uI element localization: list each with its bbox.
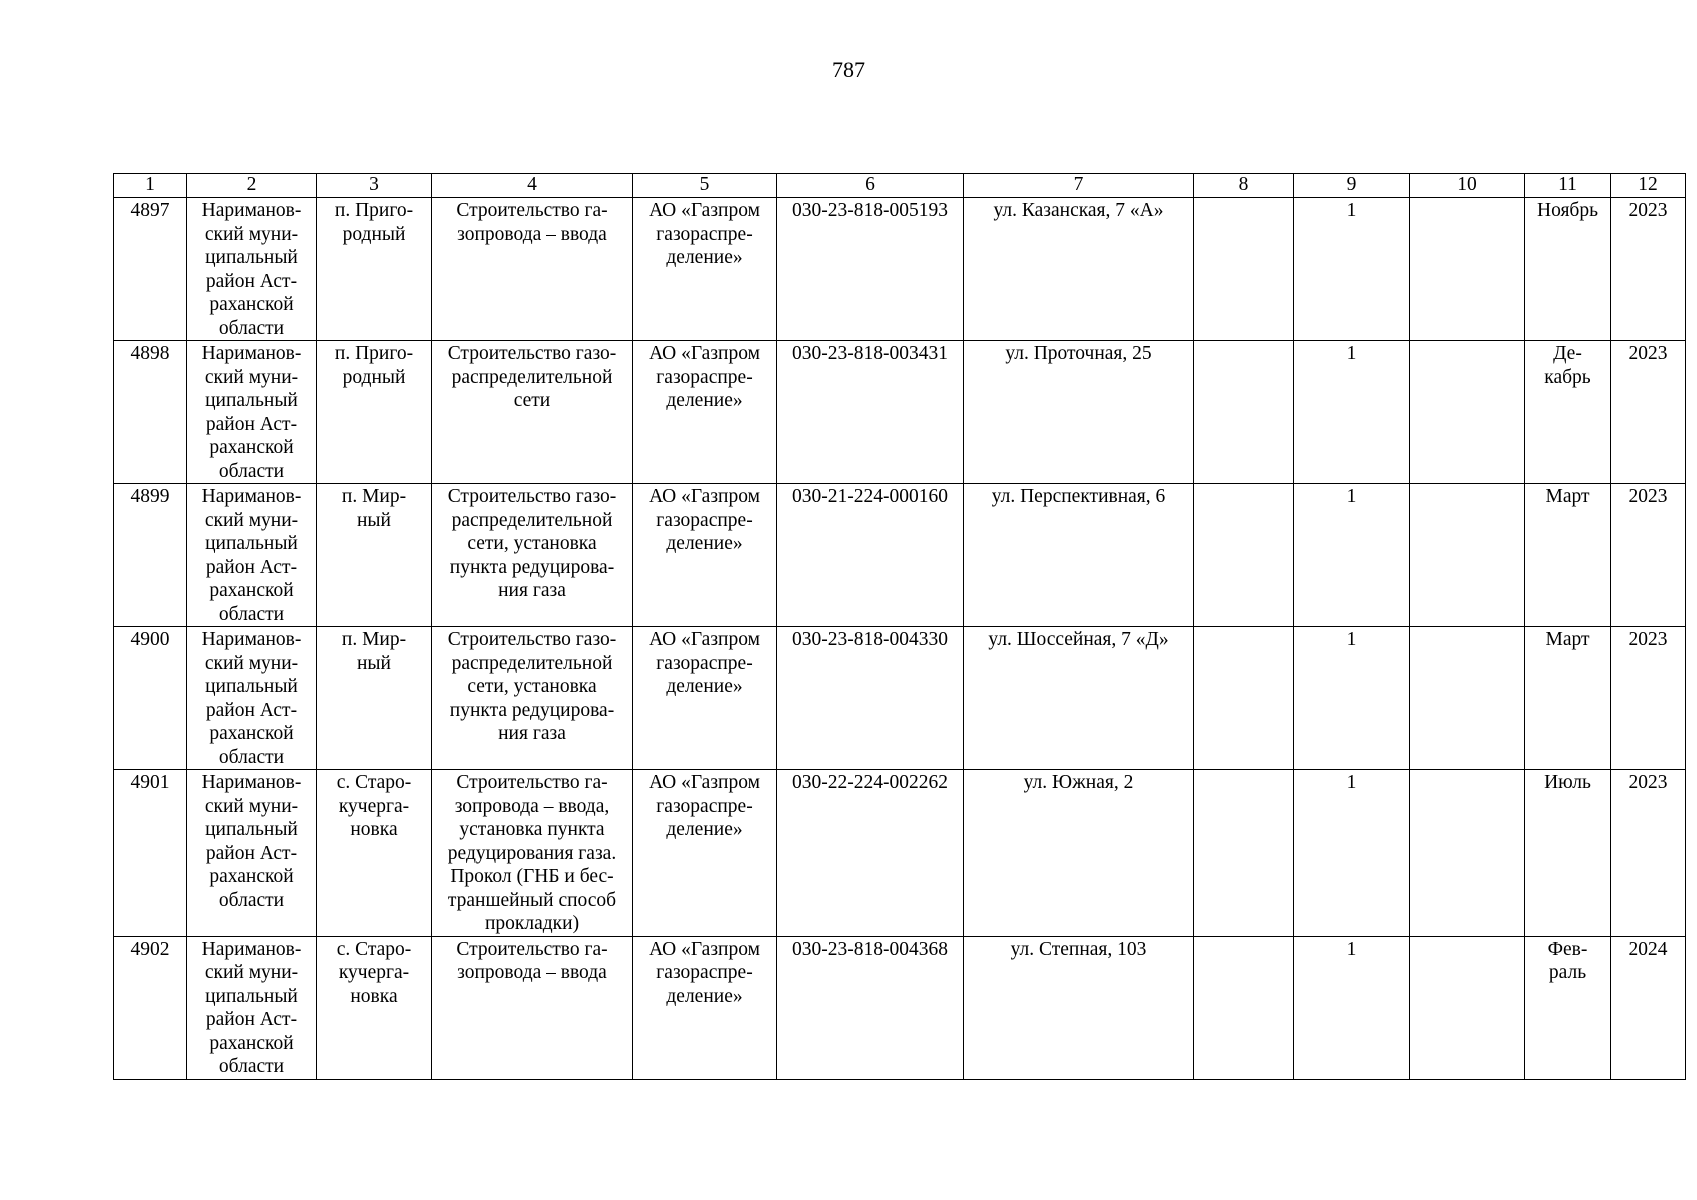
work-description-line: Строительство га- bbox=[456, 772, 608, 793]
municipality-line: район Аст- bbox=[205, 556, 298, 578]
column-header: 3 bbox=[317, 174, 432, 198]
column-header: 6 bbox=[777, 174, 964, 198]
municipality-line: ский муни- bbox=[204, 366, 299, 388]
work-description-line: сети, установка bbox=[467, 676, 597, 697]
month-line: Июль bbox=[1544, 772, 1591, 793]
settlement-cell bbox=[317, 198, 432, 341]
municipality-line: области bbox=[218, 1056, 285, 1077]
work-description-line: прокладки) bbox=[484, 913, 580, 934]
registration-number-cell: 030-23-818-004330 bbox=[777, 627, 964, 770]
organization-line: АО «Газпром bbox=[649, 938, 760, 960]
organization-line: газораспре- bbox=[656, 962, 753, 983]
work-description-line: Строительство газо- bbox=[447, 486, 617, 507]
settlement-cell bbox=[317, 484, 432, 627]
work-description-line: Строительство га- bbox=[456, 938, 608, 960]
column-8-cell bbox=[1194, 627, 1294, 770]
page-number: 787 bbox=[832, 57, 865, 82]
work-description-cell bbox=[432, 484, 633, 627]
organization-line: деление» bbox=[666, 533, 743, 554]
municipality-cell bbox=[187, 770, 317, 937]
municipality-line: район Аст- bbox=[205, 413, 298, 435]
column-header: 5 bbox=[633, 174, 777, 198]
table-row bbox=[114, 484, 1686, 627]
municipality-line: ский муни- bbox=[204, 962, 299, 983]
organization-line: АО «Газпром bbox=[649, 772, 760, 793]
month-cell bbox=[1525, 198, 1611, 341]
municipality-line: ципальный bbox=[205, 819, 298, 840]
municipality-line: Нариманов- bbox=[201, 343, 302, 364]
work-description-line: ния газа bbox=[498, 580, 566, 601]
work-description-cell bbox=[432, 936, 633, 1079]
organization-line: газораспре- bbox=[656, 795, 753, 817]
municipality-line: ский муни- bbox=[204, 795, 299, 817]
organization-cell bbox=[633, 936, 777, 1079]
municipality-line: ципальный bbox=[205, 676, 298, 697]
table-row bbox=[114, 936, 1686, 1079]
column-header: 12 bbox=[1611, 174, 1686, 198]
column-10-cell bbox=[1410, 484, 1525, 627]
month-line: Март bbox=[1545, 486, 1590, 507]
settlement-line: с. Старо- bbox=[336, 938, 412, 960]
work-description-line: редуцирования газа. bbox=[447, 842, 617, 864]
column-8-cell bbox=[1194, 341, 1294, 484]
column-8-cell bbox=[1194, 484, 1294, 627]
work-description-line: зопровода – ввода bbox=[457, 962, 607, 983]
municipality-line: области bbox=[218, 317, 285, 339]
year-cell: 2024 bbox=[1611, 936, 1686, 1079]
settlement-line: родный bbox=[342, 223, 406, 245]
organization-line: АО «Газпром bbox=[649, 629, 760, 650]
organization-line: деление» bbox=[666, 819, 743, 840]
municipality-line: раханской bbox=[209, 866, 294, 887]
organization-line: АО «Газпром bbox=[649, 343, 760, 364]
organization-cell bbox=[633, 198, 777, 341]
row-number-cell: 4897 bbox=[114, 198, 187, 341]
registration-number-cell: 030-23-818-003431 bbox=[777, 341, 964, 484]
municipality-cell bbox=[187, 936, 317, 1079]
organization-line: газораспре- bbox=[656, 366, 753, 388]
address-cell: ул. Шоссейная, 7 «Д» bbox=[964, 627, 1194, 770]
municipality-line: ский муни- bbox=[204, 223, 299, 245]
settlement-line: ный bbox=[357, 652, 391, 674]
month-cell bbox=[1525, 936, 1611, 1079]
settlement-line: с. Старо- bbox=[336, 772, 412, 793]
column-header: 11 bbox=[1525, 174, 1611, 198]
municipality-line: район Аст- bbox=[205, 842, 298, 864]
municipality-line: ципальный bbox=[205, 247, 298, 268]
year-cell: 2023 bbox=[1611, 484, 1686, 627]
table-row bbox=[114, 627, 1686, 770]
column-header: 1 bbox=[114, 174, 187, 198]
row-number-cell: 4902 bbox=[114, 936, 187, 1079]
settlement-line: родный bbox=[342, 366, 406, 388]
settlement-line: п. Мир- bbox=[341, 629, 407, 650]
municipality-line: области bbox=[218, 889, 285, 911]
table-row bbox=[114, 341, 1686, 484]
year-cell: 2023 bbox=[1611, 627, 1686, 770]
address-cell: ул. Перспективная, 6 bbox=[964, 484, 1194, 627]
column-header: 7 bbox=[964, 174, 1194, 198]
data-table bbox=[113, 173, 1686, 1080]
municipality-line: раханской bbox=[209, 1032, 294, 1054]
organization-line: газораспре- bbox=[656, 509, 753, 531]
municipality-line: Нариманов- bbox=[201, 200, 302, 221]
year-cell: 2023 bbox=[1611, 770, 1686, 937]
work-description-line: Строительство га- bbox=[456, 200, 608, 221]
work-description-line: Строительство газо- bbox=[447, 343, 617, 364]
month-cell bbox=[1525, 770, 1611, 937]
month-cell bbox=[1525, 341, 1611, 484]
month-line: Ноябрь bbox=[1537, 200, 1598, 221]
municipality-line: ский муни- bbox=[204, 652, 299, 674]
organization-line: деление» bbox=[666, 985, 743, 1007]
registration-number-cell: 030-23-818-005193 bbox=[777, 198, 964, 341]
settlement-line: новка bbox=[350, 819, 398, 840]
year-cell: 2023 bbox=[1611, 341, 1686, 484]
month-cell bbox=[1525, 484, 1611, 627]
month-line: раль bbox=[1548, 962, 1587, 983]
registration-number-cell: 030-22-224-002262 bbox=[777, 770, 964, 937]
settlement-line: п. Приго- bbox=[334, 200, 414, 221]
work-description-line: зопровода – ввода, bbox=[454, 795, 610, 817]
month-line: кабрь bbox=[1544, 366, 1591, 388]
organization-line: газораспре- bbox=[656, 223, 753, 245]
municipality-line: район Аст- bbox=[205, 699, 298, 721]
row-number-cell: 4898 bbox=[114, 341, 187, 484]
column-10-cell bbox=[1410, 936, 1525, 1079]
column-10-cell bbox=[1410, 770, 1525, 937]
municipality-line: Нариманов- bbox=[201, 486, 302, 507]
settlement-cell bbox=[317, 341, 432, 484]
work-description-line: траншейный способ bbox=[447, 889, 617, 911]
municipality-cell bbox=[187, 198, 317, 341]
municipality-line: Нариманов- bbox=[201, 629, 302, 650]
work-description-line: распределительной bbox=[451, 652, 613, 674]
municipality-cell bbox=[187, 341, 317, 484]
organization-line: АО «Газпром bbox=[649, 486, 760, 507]
registration-number-cell: 030-21-224-000160 bbox=[777, 484, 964, 627]
municipality-line: ципальный bbox=[205, 985, 298, 1007]
work-description-line: сети bbox=[513, 390, 551, 411]
municipality-line: ципальный bbox=[205, 390, 298, 411]
municipality-line: ский муни- bbox=[204, 509, 299, 531]
quantity-cell: 1 bbox=[1294, 627, 1410, 770]
work-description-line: распределительной bbox=[451, 509, 613, 531]
municipality-line: ципальный bbox=[205, 533, 298, 554]
settlement-line: новка bbox=[350, 985, 398, 1007]
settlement-cell bbox=[317, 936, 432, 1079]
organization-cell bbox=[633, 341, 777, 484]
row-number-cell: 4900 bbox=[114, 627, 187, 770]
column-10-cell bbox=[1410, 198, 1525, 341]
quantity-cell: 1 bbox=[1294, 484, 1410, 627]
column-8-cell bbox=[1194, 198, 1294, 341]
organization-line: деление» bbox=[666, 390, 743, 411]
organization-cell bbox=[633, 484, 777, 627]
settlement-line: кучерга- bbox=[338, 795, 410, 817]
column-header: 4 bbox=[432, 174, 633, 198]
table-header-row bbox=[114, 174, 1686, 198]
address-cell: ул. Казанская, 7 «А» bbox=[964, 198, 1194, 341]
organization-line: деление» bbox=[666, 676, 743, 697]
municipality-line: Нариманов- bbox=[201, 772, 302, 793]
settlement-line: п. Приго- bbox=[334, 343, 414, 364]
municipality-line: области bbox=[218, 746, 285, 768]
work-description-line: Прокол (ГНБ и бес- bbox=[450, 866, 614, 887]
column-header: 2 bbox=[187, 174, 317, 198]
registration-number-cell: 030-23-818-004368 bbox=[777, 936, 964, 1079]
quantity-cell: 1 bbox=[1294, 198, 1410, 341]
month-line: Март bbox=[1545, 629, 1590, 650]
municipality-line: район Аст- bbox=[205, 270, 298, 292]
municipality-cell bbox=[187, 484, 317, 627]
table-row bbox=[114, 770, 1686, 937]
column-header: 9 bbox=[1294, 174, 1410, 198]
work-description-line: установка пункта bbox=[459, 819, 605, 840]
column-8-cell bbox=[1194, 770, 1294, 937]
settlement-line: ный bbox=[357, 509, 391, 531]
municipality-line: области bbox=[218, 603, 285, 625]
quantity-cell: 1 bbox=[1294, 341, 1410, 484]
organization-line: АО «Газпром bbox=[649, 200, 760, 221]
municipality-line: раханской bbox=[209, 437, 294, 458]
organization-line: деление» bbox=[666, 247, 743, 268]
work-description-line: распределительной bbox=[451, 366, 613, 388]
column-10-cell bbox=[1410, 627, 1525, 770]
work-description-cell bbox=[432, 627, 633, 770]
work-description-cell bbox=[432, 341, 633, 484]
quantity-cell: 1 bbox=[1294, 770, 1410, 937]
municipality-line: Нариманов- bbox=[201, 938, 302, 960]
municipality-line: раханской bbox=[209, 580, 294, 601]
column-10-cell bbox=[1410, 341, 1525, 484]
year-cell: 2023 bbox=[1611, 198, 1686, 341]
address-cell: ул. Степная, 103 bbox=[964, 936, 1194, 1079]
row-number-cell: 4899 bbox=[114, 484, 187, 627]
municipality-cell bbox=[187, 627, 317, 770]
column-header: 10 bbox=[1410, 174, 1525, 198]
settlement-cell bbox=[317, 770, 432, 937]
column-header: 8 bbox=[1194, 174, 1294, 198]
month-cell bbox=[1525, 627, 1611, 770]
month-line: Фев- bbox=[1547, 938, 1588, 960]
address-cell: ул. Проточная, 25 bbox=[964, 341, 1194, 484]
work-description-line: пункта редуцирова- bbox=[449, 699, 615, 721]
work-description-line: пункта редуцирова- bbox=[449, 556, 615, 578]
work-description-cell bbox=[432, 770, 633, 937]
address-cell: ул. Южная, 2 bbox=[964, 770, 1194, 937]
organization-line: газораспре- bbox=[656, 652, 753, 674]
municipality-line: области bbox=[218, 460, 285, 482]
organization-cell bbox=[633, 770, 777, 937]
municipality-line: район Аст- bbox=[205, 1009, 298, 1030]
table-row bbox=[114, 198, 1686, 341]
work-description-line: ния газа bbox=[498, 723, 566, 744]
month-line: Де- bbox=[1553, 343, 1582, 364]
quantity-cell: 1 bbox=[1294, 936, 1410, 1079]
municipality-line: раханской bbox=[209, 294, 294, 315]
settlement-cell bbox=[317, 627, 432, 770]
work-description-line: сети, установка bbox=[467, 533, 597, 554]
municipality-line: раханской bbox=[209, 723, 294, 744]
work-description-line: Строительство газо- bbox=[447, 629, 617, 650]
work-description-line: зопровода – ввода bbox=[457, 223, 607, 245]
settlement-line: п. Мир- bbox=[341, 486, 407, 507]
column-8-cell bbox=[1194, 936, 1294, 1079]
work-description-cell bbox=[432, 198, 633, 341]
organization-cell bbox=[633, 627, 777, 770]
row-number-cell: 4901 bbox=[114, 770, 187, 937]
settlement-line: кучерга- bbox=[338, 962, 410, 983]
